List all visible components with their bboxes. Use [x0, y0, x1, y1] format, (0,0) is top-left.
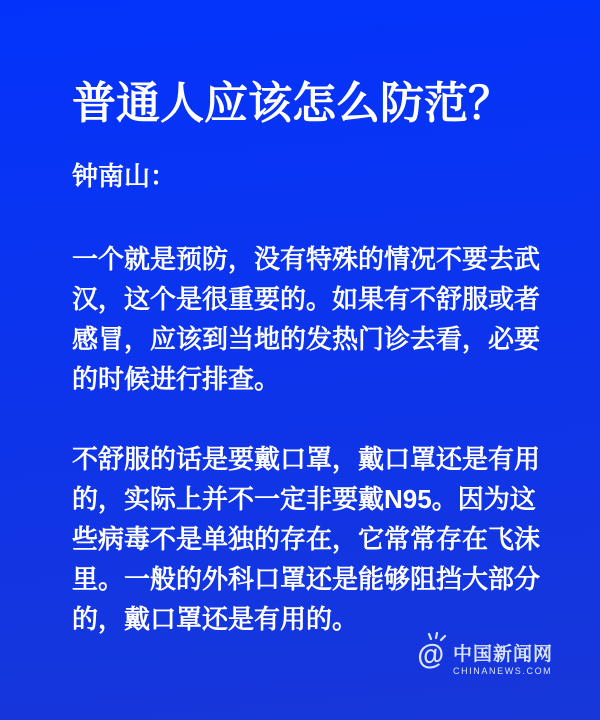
svg-text:@: @ — [416, 637, 447, 669]
logo-url: CHINANEWS.COM — [452, 666, 553, 676]
paragraph-masks: 不舒服的话是要戴口罩，戴口罩还是有用的，实际上并不一定非要戴N95。因为这些病毒不是单独的存在，它常常存在飞沫里。一般的外科口罩还是能够阻挡大部分的，戴口罩还是有用的。 — [72, 444, 541, 634]
paragraph-prevention: 一个就是预防，没有特殊的情况不要去武汉，这个是很重要的。如果有不舒服或者感冒，应该到当地的发热门诊去看，必要的时候进行排查。 — [72, 244, 541, 394]
page-title: 普通人应该怎么防范？ — [72, 79, 512, 128]
speaker-name: 钟南山： — [72, 161, 177, 191]
logo-name: 中国新闻网 — [452, 644, 553, 665]
at-sign-icon — [417, 631, 449, 674]
logo-text-block — [453, 645, 553, 676]
chinanews-watermark-logo — [417, 631, 553, 676]
